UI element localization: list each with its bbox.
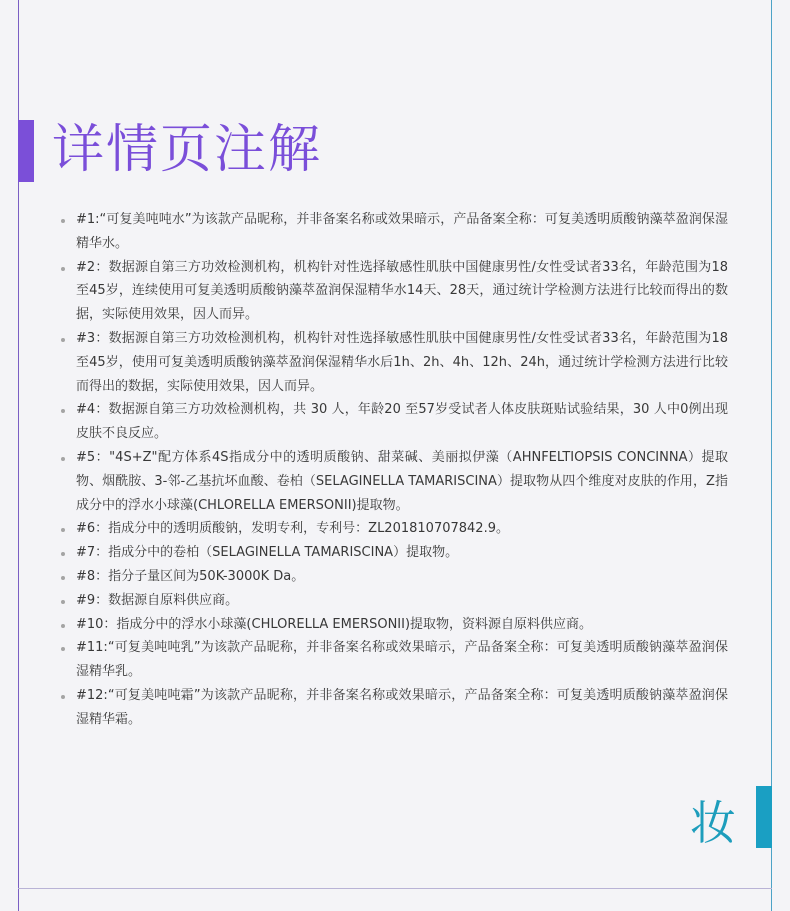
right-frame-line — [771, 0, 772, 911]
annotation-note-7: #7：指成分中的卷柏（SELAGINELLA TAMARISCINA）提取物。 — [60, 541, 728, 565]
annotation-note-1: #1:“可复美吨吨水”为该款产品昵称，并非备案名称或效果暗示，产品备案全称：可复美透明质酸钠藻萃盈润保湿精华水。 — [60, 208, 728, 256]
annotation-note-11: #11:“可复美吨吨乳”为该款产品昵称，并非备案名称或效果暗示，产品备案全称：可复美透明质酸钠藻萃盈润保湿精华乳。 — [60, 636, 728, 684]
annotation-note-12: #12:“可复美吨吨霜”为该款产品昵称，并非备案名称或效果暗示，产品备案全称：可复美透明质酸钠藻萃盈润保湿精华霜。 — [60, 684, 728, 732]
annotation-note-6: #6：指成分中的透明质酸钠，发明专利，专利号：ZL201810707842.9。 — [60, 517, 728, 541]
page-title: 详情页注解 — [52, 120, 323, 180]
bottom-frame-line — [18, 888, 772, 889]
annotation-note-5: #5："4S+Z"配方体系4S指成分中的透明质酸钠、甜菜碱、美丽拟伊藻（AHNFELTIOPSIS CONCINNA）提取物、烟酰胺、3-邻-乙基抗坏血酸、卷柏（SELAGINELLA TAMARISCINA）提取物从四个维度对皮肤的作用，Z指成分中的浮水小球藻(CHLORELLA EMERSONII)提取物。 — [60, 446, 728, 517]
annotation-note-9: #9：数据源自原料供应商。 — [60, 589, 728, 613]
annotation-note-3: #3：数据源自第三方功效检测机构，机构针对性选择敏感性肌肤中国健康男性/女性受试者33名，年龄范围为18至45岁，使用可复美透明质酸钠藻萃盈润保湿精华水后1h、2h、4h、12h、24h，通过统计学检测方法进行比较而得出的数据，实际使用效果，因人而异。 — [60, 327, 728, 398]
annotation-note-8: #8：指分子量区间为50K-3000K Da。 — [60, 565, 728, 589]
annotation-note-4: #4：数据源自第三方功效检测机构，共 30 人，年龄20 至57岁受试者人体皮肤斑贴试验结果，30 人中0例出现皮肤不良反应。 — [60, 398, 728, 446]
annotation-note-2: #2：数据源自第三方功效检测机构，机构针对性选择敏感性肌肤中国健康男性/女性受试者33名，年龄范围为18至45岁，连续使用可复美透明质酸钠藻萃盈润保湿精华水14天、28天，通过统计学检测方法进行比较而得出的数据，实际使用效果，因人而异。 — [60, 256, 728, 327]
title-accent-bar — [18, 120, 34, 182]
corner-accent-bar — [756, 786, 772, 848]
corner-character: 妆 — [690, 796, 736, 850]
annotation-list — [60, 208, 728, 732]
annotation-note-10: #10：指成分中的浮水小球藻(CHLORELLA EMERSONII)提取物，资料源自原料供应商。 — [60, 613, 728, 637]
